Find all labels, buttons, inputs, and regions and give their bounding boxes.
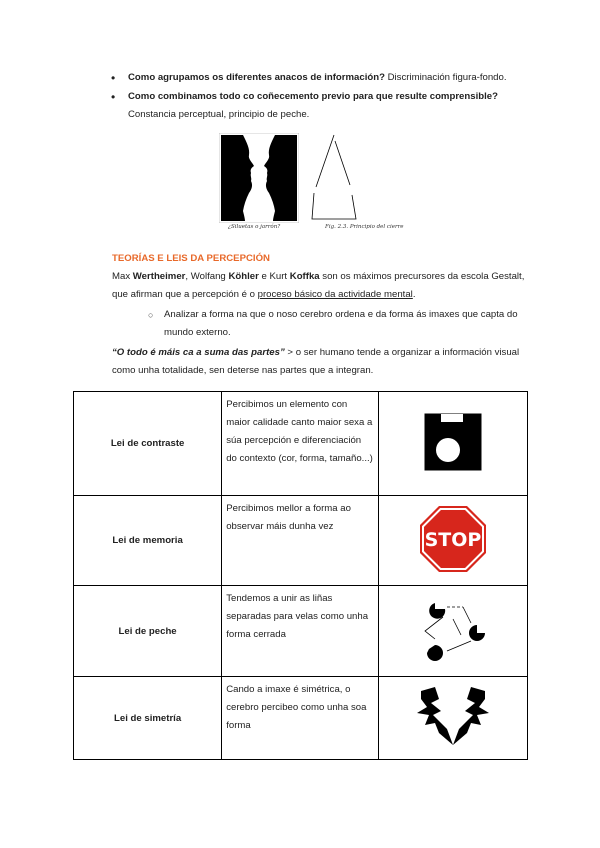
- law-description: Percibimos mellor a forma ao observar máis dunha vez: [222, 496, 379, 586]
- table-row: [74, 496, 528, 586]
- law-description: Cando a imaxe é simétrica, o cerebro percibeo como unha soa forma: [222, 677, 379, 760]
- bullet-dot: •: [111, 90, 116, 104]
- law-description: Tendemos a unir as liñas separadas para velas como unha forma cerrada: [222, 586, 379, 677]
- quote-paragraph: “O todo é máis ca a suma das partes” > o ser humano tende a organizar a información visual como unha totalidade, sen deterse nas partes que a integran.: [112, 347, 520, 376]
- kanizsa-triangle-icon: [413, 595, 493, 665]
- bullet-answer: Discriminación figura-fondo.: [384, 72, 507, 83]
- law-name: Lei de contraste: [74, 392, 222, 496]
- gestalt-quote: “O todo é máis ca a suma das partes”: [112, 347, 285, 358]
- bullet-question: Como agrupamos os diferentes anacos de información?: [128, 72, 385, 83]
- intro-paragraph: Max Wertheimer, Wolfang Köhler e Kurt Koffka son os máximos precursores da escola Gestalt, que afirman que a percepción é o proceso básico da actividade mental.: [112, 271, 525, 300]
- law-image: [378, 586, 527, 677]
- symmetry-bolts-icon: [413, 685, 493, 749]
- sub-bullet-marker: ○: [148, 310, 154, 320]
- contrast-square-icon: [423, 412, 483, 472]
- table-row: [74, 586, 528, 677]
- bullet-question: Como combinamos todo co coñecemento previo para que resulte comprensible?: [128, 91, 498, 102]
- law-name: Lei de memoria: [74, 496, 222, 586]
- law-name: Lei de simetría: [74, 677, 222, 760]
- law-image: [378, 496, 527, 586]
- open-triangle-icon: [308, 133, 360, 223]
- underlined-phrase: proceso básico da actividade mental: [257, 289, 413, 300]
- figure-caption-left: ¿Siluetas o jarrón?: [228, 224, 281, 230]
- name-kohler: Köhler: [228, 271, 259, 282]
- closure-triangle-image: [308, 133, 360, 223]
- law-description: Percibimos un elemento con maior calidade canto maior sexa a súa percepción e diferenciación do contexto (cor, forma, tamaño...): [222, 392, 379, 496]
- figure-caption-right: Fig. 2.3. Principio del cierre: [325, 224, 404, 230]
- bullet-answer: Constancia perceptual, principio de peche.: [128, 109, 310, 120]
- name-wertheimer: Wertheimer: [132, 271, 186, 282]
- law-image: [378, 677, 527, 760]
- stop-sign-text: STOP: [424, 529, 482, 551]
- law-name: Lei de peche: [74, 586, 222, 677]
- name-koffka: Koffka: [289, 271, 320, 282]
- stop-sign-icon: [418, 504, 488, 574]
- section-heading: TEORÍAS E LEIS DA PERCEPCIÓN: [112, 253, 270, 264]
- bullet-dot: •: [111, 71, 116, 85]
- law-image: [378, 392, 527, 496]
- faces-vase-icon: [219, 133, 299, 223]
- sub-bullet-text: Analizar a forma na que o noso cerebro ordena e da forma ás imaxes que capta do mundo externo.: [164, 309, 518, 338]
- bullet-item: [100, 88, 540, 128]
- figure-ground-image: [219, 133, 299, 223]
- table-row: [74, 677, 528, 760]
- table-row: [74, 392, 528, 496]
- laws-table: [73, 391, 528, 760]
